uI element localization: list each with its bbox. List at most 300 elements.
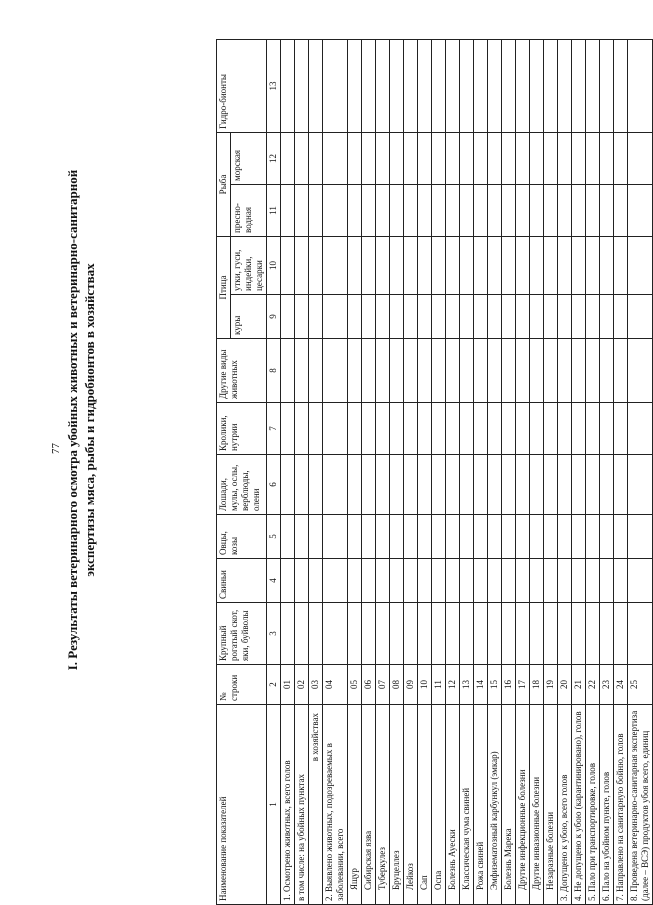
data-cell[interactable] [390, 455, 404, 515]
row-code: 11 [432, 665, 446, 705]
data-cell[interactable] [390, 339, 404, 403]
data-cell[interactable] [376, 295, 390, 339]
column-number: 6 [267, 455, 281, 515]
data-cell[interactable] [586, 339, 600, 403]
data-cell[interactable] [281, 339, 295, 403]
data-cell[interactable] [474, 132, 488, 184]
row-code: 07 [376, 665, 390, 705]
data-cell[interactable] [488, 603, 502, 665]
data-cell[interactable] [628, 185, 653, 237]
data-cell[interactable] [404, 132, 418, 184]
data-cell[interactable] [295, 185, 309, 237]
data-cell[interactable] [404, 603, 418, 665]
data-cell[interactable] [281, 515, 295, 559]
row-code: 21 [572, 665, 586, 705]
data-cell[interactable] [281, 603, 295, 665]
data-cell[interactable] [446, 455, 460, 515]
data-cell[interactable] [348, 339, 362, 403]
data-cell[interactable] [530, 237, 544, 295]
data-cell[interactable] [460, 515, 474, 559]
data-cell[interactable] [446, 295, 460, 339]
data-cell[interactable] [558, 455, 572, 515]
data-cell[interactable] [474, 603, 488, 665]
data-cell[interactable] [418, 132, 432, 184]
data-cell[interactable] [614, 515, 628, 559]
data-cell[interactable] [376, 403, 390, 455]
data-cell[interactable] [530, 132, 544, 184]
data-cell[interactable] [558, 559, 572, 603]
data-cell[interactable] [544, 455, 558, 515]
data-cell[interactable] [362, 132, 376, 184]
data-cell[interactable] [572, 515, 586, 559]
data-cell[interactable] [516, 185, 530, 237]
data-cell[interactable] [348, 185, 362, 237]
data-cell[interactable] [628, 603, 653, 665]
data-cell[interactable] [544, 39, 558, 132]
data-cell[interactable] [295, 455, 309, 515]
data-cell[interactable] [530, 559, 544, 603]
data-cell[interactable] [600, 559, 614, 603]
data-cell[interactable] [530, 603, 544, 665]
data-cell[interactable] [614, 603, 628, 665]
title-line-1: I. Результаты ветеринарного осмотра убойных животных и ветеринарно-санитарной [65, 169, 80, 671]
data-cell[interactable] [418, 339, 432, 403]
data-cell[interactable] [488, 39, 502, 132]
data-cell[interactable] [432, 455, 446, 515]
data-cell[interactable] [446, 39, 460, 132]
data-cell[interactable] [628, 559, 653, 603]
data-cell[interactable] [281, 132, 295, 184]
data-cell[interactable] [572, 403, 586, 455]
data-cell[interactable] [460, 39, 474, 132]
data-cell[interactable] [502, 403, 516, 455]
header-fish-sea: морская [231, 132, 267, 184]
data-cell[interactable] [281, 455, 295, 515]
data-cell[interactable] [474, 39, 488, 132]
data-cell[interactable] [530, 455, 544, 515]
data-cell[interactable] [295, 295, 309, 339]
data-cell[interactable] [516, 559, 530, 603]
data-cell[interactable] [614, 132, 628, 184]
data-cell[interactable] [614, 455, 628, 515]
data-cell[interactable] [516, 403, 530, 455]
data-cell[interactable] [628, 132, 653, 184]
data-cell[interactable] [460, 185, 474, 237]
data-cell[interactable] [404, 559, 418, 603]
data-cell[interactable] [530, 39, 544, 132]
data-cell[interactable] [516, 39, 530, 132]
data-cell[interactable] [390, 132, 404, 184]
data-cell[interactable] [586, 515, 600, 559]
data-cell[interactable] [614, 559, 628, 603]
data-cell[interactable] [572, 559, 586, 603]
data-cell[interactable] [404, 339, 418, 403]
data-cell[interactable] [488, 185, 502, 237]
data-cell[interactable] [614, 403, 628, 455]
data-cell[interactable] [418, 455, 432, 515]
data-cell[interactable] [348, 603, 362, 665]
data-cell[interactable] [390, 39, 404, 132]
row-code: 17 [516, 665, 530, 705]
data-cell[interactable] [488, 132, 502, 184]
data-cell[interactable] [572, 295, 586, 339]
data-cell[interactable] [558, 603, 572, 665]
data-cell[interactable] [530, 185, 544, 237]
data-cell[interactable] [323, 559, 348, 603]
data-cell[interactable] [295, 403, 309, 455]
data-cell[interactable] [488, 237, 502, 295]
data-cell[interactable] [600, 603, 614, 665]
data-cell[interactable] [295, 515, 309, 559]
data-cell[interactable] [488, 515, 502, 559]
data-cell[interactable] [309, 237, 323, 295]
data-cell[interactable] [488, 403, 502, 455]
data-cell[interactable] [418, 39, 432, 132]
data-cell[interactable] [600, 403, 614, 455]
data-cell[interactable] [516, 295, 530, 339]
data-cell[interactable] [376, 39, 390, 132]
data-cell[interactable] [432, 339, 446, 403]
data-cell[interactable] [418, 403, 432, 455]
data-cell[interactable] [390, 515, 404, 559]
row-code: 25 [628, 665, 653, 705]
data-cell[interactable] [362, 603, 376, 665]
data-cell[interactable] [558, 185, 572, 237]
data-cell[interactable] [390, 237, 404, 295]
data-cell[interactable] [516, 339, 530, 403]
data-cell[interactable] [502, 559, 516, 603]
data-cell[interactable] [572, 603, 586, 665]
data-cell[interactable] [390, 559, 404, 603]
data-cell[interactable] [474, 403, 488, 455]
data-cell[interactable] [460, 132, 474, 184]
data-cell[interactable] [323, 455, 348, 515]
data-cell[interactable] [404, 403, 418, 455]
data-cell[interactable] [586, 455, 600, 515]
data-cell[interactable] [432, 132, 446, 184]
data-cell[interactable] [323, 185, 348, 237]
data-cell[interactable] [628, 295, 653, 339]
data-cell[interactable] [309, 132, 323, 184]
table-row [600, 39, 614, 904]
data-cell[interactable] [281, 185, 295, 237]
data-cell[interactable] [474, 515, 488, 559]
data-cell[interactable] [460, 339, 474, 403]
data-cell[interactable] [432, 559, 446, 603]
data-cell[interactable] [614, 339, 628, 403]
data-cell[interactable] [502, 295, 516, 339]
data-cell[interactable] [460, 455, 474, 515]
data-cell[interactable] [572, 132, 586, 184]
data-cell[interactable] [348, 295, 362, 339]
data-cell[interactable] [488, 559, 502, 603]
data-cell[interactable] [418, 237, 432, 295]
data-cell[interactable] [404, 39, 418, 132]
row-code: 04 [323, 665, 348, 705]
data-cell[interactable] [614, 185, 628, 237]
data-cell[interactable] [404, 515, 418, 559]
data-cell[interactable] [516, 603, 530, 665]
data-cell[interactable] [558, 403, 572, 455]
row-label: в том числе: на убойных пунктах [295, 705, 309, 905]
data-cell[interactable] [362, 403, 376, 455]
data-cell[interactable] [544, 515, 558, 559]
row-label: 5. Пало при транспортировке, голов [586, 705, 600, 905]
data-cell[interactable] [586, 403, 600, 455]
data-cell[interactable] [544, 403, 558, 455]
data-cell[interactable] [544, 559, 558, 603]
data-cell[interactable] [295, 603, 309, 665]
data-cell[interactable] [418, 295, 432, 339]
data-cell[interactable] [628, 515, 653, 559]
data-cell[interactable] [432, 39, 446, 132]
data-cell[interactable] [376, 237, 390, 295]
data-cell[interactable] [323, 515, 348, 559]
data-cell[interactable] [295, 559, 309, 603]
data-cell[interactable] [348, 455, 362, 515]
data-cell[interactable] [295, 39, 309, 132]
data-cell[interactable] [460, 295, 474, 339]
data-cell[interactable] [446, 603, 460, 665]
data-cell[interactable] [432, 603, 446, 665]
data-cell[interactable] [432, 185, 446, 237]
row-label: Ящур [348, 705, 362, 905]
data-cell[interactable] [446, 403, 460, 455]
data-cell[interactable] [323, 603, 348, 665]
data-cell[interactable] [544, 603, 558, 665]
data-cell[interactable] [362, 455, 376, 515]
data-cell[interactable] [418, 515, 432, 559]
data-cell[interactable] [530, 403, 544, 455]
data-cell[interactable] [502, 455, 516, 515]
data-cell[interactable] [544, 339, 558, 403]
row-label: Другие инфекционные болезни [516, 705, 530, 905]
data-cell[interactable] [390, 295, 404, 339]
data-cell[interactable] [404, 237, 418, 295]
data-cell[interactable] [390, 403, 404, 455]
data-cell[interactable] [281, 559, 295, 603]
row-code: 02 [295, 665, 309, 705]
data-cell[interactable] [516, 515, 530, 559]
data-cell[interactable] [362, 295, 376, 339]
data-cell[interactable] [488, 295, 502, 339]
data-cell[interactable] [586, 132, 600, 184]
data-cell[interactable] [432, 295, 446, 339]
data-cell[interactable] [309, 339, 323, 403]
data-cell[interactable] [309, 295, 323, 339]
data-cell[interactable] [600, 455, 614, 515]
data-cell[interactable] [376, 339, 390, 403]
row-label: Незаразные болезни [544, 705, 558, 905]
data-cell[interactable] [572, 237, 586, 295]
data-cell[interactable] [309, 515, 323, 559]
data-cell[interactable] [544, 295, 558, 339]
data-cell[interactable] [432, 403, 446, 455]
data-cell[interactable] [376, 515, 390, 559]
data-cell[interactable] [600, 132, 614, 184]
data-cell[interactable] [600, 295, 614, 339]
data-cell[interactable] [586, 39, 600, 132]
data-cell[interactable] [502, 39, 516, 132]
data-cell[interactable] [474, 455, 488, 515]
data-cell[interactable] [474, 295, 488, 339]
data-cell[interactable] [516, 132, 530, 184]
data-cell[interactable] [474, 185, 488, 237]
data-cell[interactable] [376, 132, 390, 184]
data-cell[interactable] [309, 455, 323, 515]
data-cell[interactable] [446, 559, 460, 603]
data-cell[interactable] [376, 603, 390, 665]
data-cell[interactable] [460, 603, 474, 665]
data-cell[interactable] [572, 39, 586, 132]
data-cell[interactable] [418, 603, 432, 665]
data-cell[interactable] [572, 185, 586, 237]
data-cell[interactable] [474, 339, 488, 403]
data-cell[interactable] [362, 559, 376, 603]
data-cell[interactable] [558, 339, 572, 403]
data-cell[interactable] [460, 403, 474, 455]
data-cell[interactable] [614, 39, 628, 132]
data-cell[interactable] [281, 39, 295, 132]
data-cell[interactable] [600, 237, 614, 295]
data-cell[interactable] [348, 237, 362, 295]
data-cell[interactable] [323, 339, 348, 403]
data-cell[interactable] [295, 339, 309, 403]
data-cell[interactable] [530, 515, 544, 559]
data-cell[interactable] [460, 559, 474, 603]
row-code: 05 [348, 665, 362, 705]
data-cell[interactable] [362, 237, 376, 295]
data-cell[interactable] [488, 455, 502, 515]
data-cell[interactable] [404, 295, 418, 339]
data-cell[interactable] [502, 185, 516, 237]
data-cell[interactable] [348, 559, 362, 603]
data-cell[interactable] [502, 603, 516, 665]
row-code: 19 [544, 665, 558, 705]
data-cell[interactable] [323, 39, 348, 132]
data-cell[interactable] [376, 559, 390, 603]
data-cell[interactable] [502, 339, 516, 403]
data-cell[interactable] [376, 185, 390, 237]
data-cell[interactable] [404, 455, 418, 515]
data-cell[interactable] [309, 603, 323, 665]
table-row [614, 39, 628, 904]
data-cell[interactable] [348, 403, 362, 455]
data-cell[interactable] [348, 39, 362, 132]
header-other: Другие виды животных [217, 339, 267, 403]
data-cell[interactable] [295, 237, 309, 295]
data-cell[interactable] [502, 237, 516, 295]
data-cell[interactable] [558, 237, 572, 295]
data-cell[interactable] [502, 132, 516, 184]
data-cell[interactable] [628, 403, 653, 455]
data-cell[interactable] [530, 339, 544, 403]
data-cell[interactable] [530, 295, 544, 339]
data-cell[interactable] [432, 237, 446, 295]
row-label: Лейкоз [404, 705, 418, 905]
data-cell[interactable] [404, 185, 418, 237]
data-cell[interactable] [281, 403, 295, 455]
data-cell[interactable] [586, 295, 600, 339]
data-cell[interactable] [309, 403, 323, 455]
data-cell[interactable] [432, 515, 446, 559]
data-cell[interactable] [628, 237, 653, 295]
data-cell[interactable] [309, 559, 323, 603]
data-cell[interactable] [323, 403, 348, 455]
data-cell[interactable] [586, 237, 600, 295]
data-cell[interactable] [348, 132, 362, 184]
data-cell[interactable] [628, 39, 653, 132]
data-cell[interactable] [502, 515, 516, 559]
data-cell[interactable] [558, 515, 572, 559]
data-cell[interactable] [281, 295, 295, 339]
data-cell[interactable] [309, 39, 323, 132]
data-cell[interactable] [323, 237, 348, 295]
data-cell[interactable] [418, 185, 432, 237]
data-cell[interactable] [281, 237, 295, 295]
data-cell[interactable] [474, 237, 488, 295]
data-cell[interactable] [446, 132, 460, 184]
data-cell[interactable] [418, 559, 432, 603]
data-cell[interactable] [628, 339, 653, 403]
data-cell[interactable] [362, 39, 376, 132]
data-cell[interactable] [295, 132, 309, 184]
data-cell[interactable] [544, 237, 558, 295]
data-cell[interactable] [600, 39, 614, 132]
data-cell[interactable] [362, 515, 376, 559]
data-cell[interactable] [558, 132, 572, 184]
data-cell[interactable] [446, 515, 460, 559]
data-cell[interactable] [586, 603, 600, 665]
data-cell[interactable] [446, 339, 460, 403]
data-cell[interactable] [376, 455, 390, 515]
data-cell[interactable] [348, 515, 362, 559]
data-cell[interactable] [390, 603, 404, 665]
data-cell[interactable] [558, 295, 572, 339]
data-cell[interactable] [446, 185, 460, 237]
data-cell[interactable] [390, 185, 404, 237]
data-cell[interactable] [600, 339, 614, 403]
data-cell[interactable] [362, 185, 376, 237]
data-cell[interactable] [488, 339, 502, 403]
data-cell[interactable] [558, 39, 572, 132]
data-cell[interactable] [516, 237, 530, 295]
data-cell[interactable] [614, 295, 628, 339]
data-cell[interactable] [362, 339, 376, 403]
data-cell[interactable] [600, 515, 614, 559]
data-cell[interactable] [614, 237, 628, 295]
page-number: 77 [50, 443, 62, 454]
data-cell[interactable] [544, 185, 558, 237]
data-cell[interactable] [516, 455, 530, 515]
data-cell[interactable] [544, 132, 558, 184]
data-cell[interactable] [600, 185, 614, 237]
data-cell[interactable] [323, 295, 348, 339]
row-code: 08 [390, 665, 404, 705]
table-row [474, 39, 488, 904]
data-cell[interactable] [309, 185, 323, 237]
data-cell[interactable] [572, 455, 586, 515]
data-cell[interactable] [446, 237, 460, 295]
data-cell[interactable] [474, 559, 488, 603]
data-cell[interactable] [628, 455, 653, 515]
data-cell[interactable] [460, 237, 474, 295]
data-cell[interactable] [586, 559, 600, 603]
row-code: 13 [460, 665, 474, 705]
data-cell[interactable] [572, 339, 586, 403]
data-cell[interactable] [586, 185, 600, 237]
data-cell[interactable] [323, 132, 348, 184]
